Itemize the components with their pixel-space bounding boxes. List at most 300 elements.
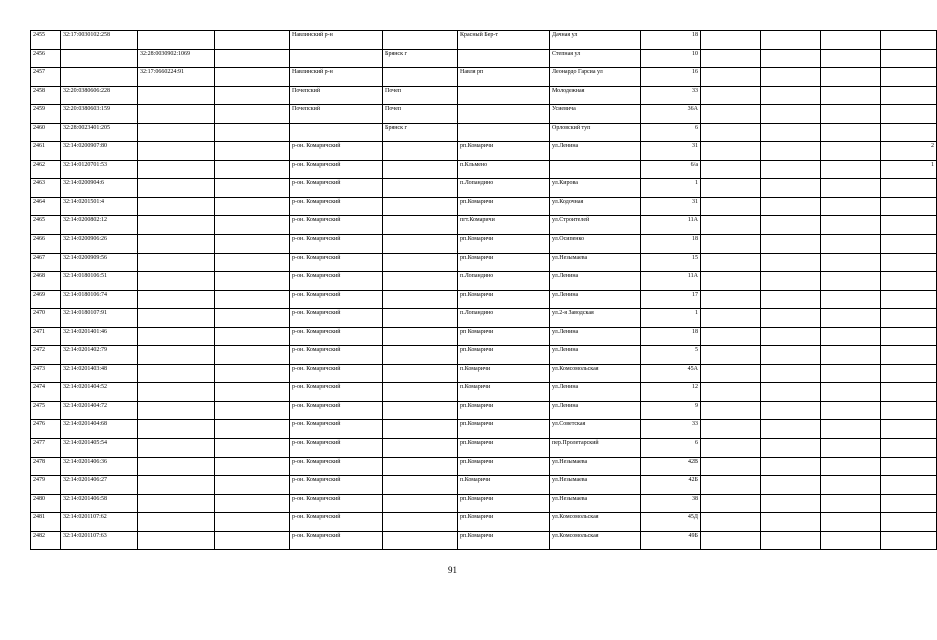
table-cell xyxy=(383,235,458,254)
table-cell xyxy=(138,364,215,383)
table-row xyxy=(31,179,937,198)
table-cell xyxy=(138,420,215,439)
table-cell: 38 xyxy=(641,494,701,513)
table-cell xyxy=(761,346,821,365)
table-cell: ул.Ленина xyxy=(550,290,641,309)
table-cell xyxy=(383,253,458,272)
table-cell xyxy=(761,476,821,495)
table-row xyxy=(31,272,937,291)
table-cell: п.Лопандино xyxy=(458,309,550,328)
table-cell xyxy=(881,272,937,291)
table-cell xyxy=(701,31,761,50)
table-cell: п.Лопандино xyxy=(458,179,550,198)
table-cell xyxy=(761,123,821,142)
table-cell xyxy=(215,31,290,50)
table-cell xyxy=(701,142,761,161)
table-cell: р-он. Комаричский xyxy=(290,272,383,291)
table-cell xyxy=(881,383,937,402)
table-cell xyxy=(138,142,215,161)
table-cell xyxy=(821,105,881,124)
table-cell: 32:14:0201406:27 xyxy=(61,476,138,495)
table-cell: 11А xyxy=(641,216,701,235)
table-cell xyxy=(138,439,215,458)
table-cell xyxy=(761,179,821,198)
table-cell xyxy=(383,494,458,513)
table-cell xyxy=(821,420,881,439)
table-row xyxy=(31,86,937,105)
table-cell xyxy=(761,457,821,476)
table-cell xyxy=(761,142,821,161)
table-cell: 32:28:0030902:1069 xyxy=(138,49,215,68)
table-cell xyxy=(290,123,383,142)
table-cell xyxy=(383,31,458,50)
table-cell xyxy=(881,346,937,365)
table-cell xyxy=(821,253,881,272)
table-cell xyxy=(881,31,937,50)
table-cell xyxy=(701,68,761,87)
table-row xyxy=(31,49,937,68)
table-cell xyxy=(383,309,458,328)
table-cell: рп.Комаричи xyxy=(458,457,550,476)
table-cell: 32:14:0201405:54 xyxy=(61,439,138,458)
table-cell: р-он. Комаричский xyxy=(290,476,383,495)
table-cell xyxy=(383,531,458,550)
table-cell xyxy=(761,253,821,272)
table-row xyxy=(31,31,937,50)
table-cell: 36А xyxy=(641,105,701,124)
table-cell xyxy=(821,216,881,235)
table-cell: 15 xyxy=(641,253,701,272)
table-cell xyxy=(881,123,937,142)
table-cell xyxy=(881,49,937,68)
row-number-cell: 2463 xyxy=(31,179,61,198)
table-cell: ул.Комсомольская xyxy=(550,531,641,550)
table-cell xyxy=(761,105,821,124)
table-cell xyxy=(550,160,641,179)
table-cell: Усиевича xyxy=(550,105,641,124)
table-cell xyxy=(215,327,290,346)
table-cell xyxy=(821,290,881,309)
table-cell: Почеп xyxy=(383,86,458,105)
table-cell: р-он. Комаричский xyxy=(290,346,383,365)
table-cell xyxy=(761,309,821,328)
table-cell: ул.Ленина xyxy=(550,383,641,402)
table-cell: р-он. Комаричский xyxy=(290,216,383,235)
row-number-cell: 2480 xyxy=(31,494,61,513)
table-cell: ул.Осипенко xyxy=(550,235,641,254)
table-cell xyxy=(215,123,290,142)
table-cell: п.Комаричи xyxy=(458,383,550,402)
table-cell xyxy=(701,290,761,309)
table-cell: р-он. Комаричский xyxy=(290,309,383,328)
table-cell: рп.Комаричи xyxy=(458,439,550,458)
table-cell: 32:14:0180106:74 xyxy=(61,290,138,309)
table-cell: 12 xyxy=(641,383,701,402)
table-cell xyxy=(821,309,881,328)
table-cell: 1 xyxy=(641,309,701,328)
table-cell: р-он. Комаричский xyxy=(290,494,383,513)
table-cell xyxy=(383,439,458,458)
table-cell: 6 xyxy=(641,123,701,142)
table-row xyxy=(31,327,937,346)
table-cell xyxy=(383,160,458,179)
table-row xyxy=(31,253,937,272)
table-row xyxy=(31,123,937,142)
table-cell: 45А xyxy=(641,364,701,383)
table-cell: р-он. Комаричский xyxy=(290,327,383,346)
table-cell: р-он. Комаричский xyxy=(290,160,383,179)
table-cell: Орловский туп xyxy=(550,123,641,142)
table-cell xyxy=(881,309,937,328)
table-cell xyxy=(215,142,290,161)
table-cell xyxy=(701,235,761,254)
table-cell xyxy=(821,494,881,513)
table-row xyxy=(31,142,937,161)
table-cell: р-он. Комаричский xyxy=(290,439,383,458)
row-number-cell: 2461 xyxy=(31,142,61,161)
table-cell xyxy=(215,197,290,216)
table-cell xyxy=(821,123,881,142)
table-cell: 32:14:0180106:51 xyxy=(61,272,138,291)
table-cell xyxy=(215,309,290,328)
table-cell: р-он. Комаричский xyxy=(290,179,383,198)
table-cell xyxy=(881,86,937,105)
table-cell xyxy=(383,420,458,439)
table-cell xyxy=(383,401,458,420)
table-cell: ул.Незымаева xyxy=(550,476,641,495)
table-cell xyxy=(61,68,138,87)
table-cell xyxy=(138,494,215,513)
table-cell: р-он. Комаричский xyxy=(290,142,383,161)
table-row xyxy=(31,364,937,383)
table-cell: 32:14:0201403:48 xyxy=(61,364,138,383)
table-cell xyxy=(701,494,761,513)
table-cell xyxy=(701,197,761,216)
table-cell: 32:20:0380603:159 xyxy=(61,105,138,124)
table-cell: Молодежная xyxy=(550,86,641,105)
table-cell: ул.Незымаева xyxy=(550,457,641,476)
table-cell: 32:14:0201404:52 xyxy=(61,383,138,402)
table-cell: 33 xyxy=(641,86,701,105)
table-cell xyxy=(383,383,458,402)
table-cell xyxy=(215,494,290,513)
table-cell: 32:28:0023401:205 xyxy=(61,123,138,142)
table-cell xyxy=(761,272,821,291)
table-cell: 6/а xyxy=(641,160,701,179)
table-cell xyxy=(383,197,458,216)
table-cell xyxy=(215,346,290,365)
table-cell xyxy=(881,364,937,383)
table-cell xyxy=(458,86,550,105)
table-cell xyxy=(761,290,821,309)
table-cell: 32:14:0201406:58 xyxy=(61,494,138,513)
table-cell xyxy=(821,272,881,291)
table-cell xyxy=(821,197,881,216)
row-number-cell: 2478 xyxy=(31,457,61,476)
table-cell xyxy=(701,253,761,272)
table-cell: ул.Ленина xyxy=(550,327,641,346)
table-cell: рп.Комаричи xyxy=(458,401,550,420)
table-cell: рп.Комаричи xyxy=(458,531,550,550)
table-cell xyxy=(383,457,458,476)
table-cell xyxy=(138,457,215,476)
table-cell xyxy=(881,476,937,495)
table-cell xyxy=(881,420,937,439)
table-cell: 5 xyxy=(641,346,701,365)
table-cell: 32:14:0201501:4 xyxy=(61,197,138,216)
table-row xyxy=(31,531,937,550)
table-cell xyxy=(821,179,881,198)
table-cell xyxy=(701,439,761,458)
table-cell xyxy=(138,105,215,124)
table-cell xyxy=(701,86,761,105)
table-row xyxy=(31,68,937,87)
table-cell xyxy=(138,86,215,105)
table-cell xyxy=(881,105,937,124)
table-cell xyxy=(215,216,290,235)
table-cell: ул.Советская xyxy=(550,420,641,439)
table-cell xyxy=(458,123,550,142)
table-cell xyxy=(701,364,761,383)
table-cell xyxy=(821,31,881,50)
table-cell xyxy=(138,401,215,420)
table-row xyxy=(31,309,937,328)
table-cell xyxy=(761,235,821,254)
table-cell: р-он. Комаричский xyxy=(290,364,383,383)
table-cell: Красный Бер-т xyxy=(458,31,550,50)
table-row xyxy=(31,105,937,124)
table-cell: ул.Кодочная xyxy=(550,197,641,216)
table-cell: 32:14:0200907:80 xyxy=(61,142,138,161)
table-cell: 33 xyxy=(641,420,701,439)
table-cell xyxy=(761,68,821,87)
table-cell: 42Б xyxy=(641,476,701,495)
table-cell: 9 xyxy=(641,401,701,420)
table-cell xyxy=(61,49,138,68)
row-number-cell: 2473 xyxy=(31,364,61,383)
row-number-cell: 2465 xyxy=(31,216,61,235)
row-number-cell: 2475 xyxy=(31,401,61,420)
table-cell xyxy=(138,531,215,550)
table-cell xyxy=(881,68,937,87)
table-cell: рп.Комаричи xyxy=(458,197,550,216)
table-cell xyxy=(821,364,881,383)
table-cell xyxy=(383,327,458,346)
table-cell: рп.Комаричи xyxy=(458,420,550,439)
table-cell xyxy=(138,197,215,216)
table-cell xyxy=(383,346,458,365)
table-cell: Брянск г xyxy=(383,49,458,68)
table-cell xyxy=(138,123,215,142)
table-cell xyxy=(701,272,761,291)
table-cell: 32:14:0200906:26 xyxy=(61,235,138,254)
row-number-cell: 2477 xyxy=(31,439,61,458)
table-cell xyxy=(821,439,881,458)
table-cell xyxy=(821,401,881,420)
table-row xyxy=(31,476,937,495)
table-cell xyxy=(761,49,821,68)
table-cell xyxy=(701,179,761,198)
table-row xyxy=(31,160,937,179)
table-cell: рп.Комаричи xyxy=(458,513,550,532)
row-number-cell: 2468 xyxy=(31,272,61,291)
row-number-cell: 2464 xyxy=(31,197,61,216)
table-cell: Навлинский р-н xyxy=(290,68,383,87)
table-cell xyxy=(761,216,821,235)
table-cell xyxy=(881,216,937,235)
table-cell xyxy=(701,420,761,439)
table-cell: р-он. Комаричский xyxy=(290,513,383,532)
table-cell: ул.Ленина xyxy=(550,272,641,291)
table-cell: п.Комаричи xyxy=(458,476,550,495)
table-row xyxy=(31,401,937,420)
table-cell xyxy=(138,327,215,346)
table-cell: 1 xyxy=(881,160,937,179)
table-cell xyxy=(215,160,290,179)
table-cell xyxy=(138,346,215,365)
table-cell: 32:17:0660224:91 xyxy=(138,68,215,87)
table-cell: рп Комаричи xyxy=(458,327,550,346)
row-number-cell: 2460 xyxy=(31,123,61,142)
table-cell xyxy=(383,142,458,161)
table-cell: 10 xyxy=(641,49,701,68)
table-cell: р-он. Комаричский xyxy=(290,235,383,254)
table-cell: 32:14:0201107:62 xyxy=(61,513,138,532)
table-cell: пер.Пролетарский xyxy=(550,439,641,458)
table-cell xyxy=(821,86,881,105)
table-cell xyxy=(761,327,821,346)
table-row xyxy=(31,494,937,513)
table-cell xyxy=(881,327,937,346)
table-cell xyxy=(881,401,937,420)
table-cell xyxy=(215,420,290,439)
table-cell xyxy=(138,513,215,532)
table-cell: Почепский xyxy=(290,105,383,124)
row-number-cell: 2457 xyxy=(31,68,61,87)
table-cell: 31 xyxy=(641,142,701,161)
table-cell xyxy=(383,216,458,235)
table-cell xyxy=(821,457,881,476)
table-cell xyxy=(881,494,937,513)
table-cell xyxy=(138,309,215,328)
table-row xyxy=(31,420,937,439)
table-cell xyxy=(881,439,937,458)
row-number-cell: 2476 xyxy=(31,420,61,439)
table-cell xyxy=(215,476,290,495)
table-cell: ул.Незымаева xyxy=(550,494,641,513)
table-cell: 32:14:0201401:46 xyxy=(61,327,138,346)
table-cell xyxy=(138,31,215,50)
table-cell: Навля рп xyxy=(458,68,550,87)
table-cell: 18 xyxy=(641,235,701,254)
table-cell xyxy=(881,235,937,254)
table-cell: 6 xyxy=(641,439,701,458)
table-cell xyxy=(821,160,881,179)
table-cell: 32:14:0201404:68 xyxy=(61,420,138,439)
table-cell xyxy=(701,531,761,550)
table-cell: р-он. Комаричский xyxy=(290,253,383,272)
table-cell xyxy=(215,253,290,272)
table-cell xyxy=(215,401,290,420)
table-cell: 32:14:0201107:63 xyxy=(61,531,138,550)
table-cell xyxy=(215,272,290,291)
table-row xyxy=(31,457,937,476)
table-cell: ул.Ленина xyxy=(550,142,641,161)
table-cell xyxy=(881,253,937,272)
table-cell xyxy=(821,68,881,87)
table-cell xyxy=(701,216,761,235)
table-cell xyxy=(138,290,215,309)
table-cell: 11А xyxy=(641,272,701,291)
table-cell xyxy=(761,420,821,439)
table-cell: р-он. Комаричский xyxy=(290,197,383,216)
table-cell xyxy=(701,160,761,179)
table-cell: ул.Комсомольская xyxy=(550,513,641,532)
table-row xyxy=(31,346,937,365)
table-cell xyxy=(821,476,881,495)
table-cell: 32:14:0180107:91 xyxy=(61,309,138,328)
table-cell xyxy=(761,383,821,402)
row-number-cell: 2466 xyxy=(31,235,61,254)
table-cell: р-он. Комаричский xyxy=(290,420,383,439)
table-cell: п.Кльмено xyxy=(458,160,550,179)
table-cell xyxy=(761,86,821,105)
table-cell xyxy=(458,105,550,124)
table-cell: 32:14:0201404:72 xyxy=(61,401,138,420)
table-row xyxy=(31,513,937,532)
table-cell xyxy=(215,179,290,198)
table-cell: рп.Комаричи xyxy=(458,253,550,272)
table-cell: 49Б xyxy=(641,531,701,550)
table-cell: 17 xyxy=(641,290,701,309)
table-cell xyxy=(215,457,290,476)
table-cell xyxy=(761,494,821,513)
registry-table-body xyxy=(31,31,937,550)
table-cell: Степная ул xyxy=(550,49,641,68)
table-cell xyxy=(701,513,761,532)
table-cell: 18 xyxy=(641,327,701,346)
table-cell: 2 xyxy=(881,142,937,161)
table-cell: ул.Незымаева xyxy=(550,253,641,272)
table-cell xyxy=(761,531,821,550)
table-cell: рп.Комаричи xyxy=(458,346,550,365)
registry-table xyxy=(30,30,937,550)
table-cell xyxy=(701,123,761,142)
table-cell xyxy=(821,531,881,550)
table-cell: 31 xyxy=(641,197,701,216)
table-cell: 32:14:0201402:79 xyxy=(61,346,138,365)
table-cell xyxy=(821,327,881,346)
table-cell: рп.Комаричи xyxy=(458,290,550,309)
table-cell: ул.2-я Заводская xyxy=(550,309,641,328)
table-cell: ул.Ленина xyxy=(550,346,641,365)
table-cell xyxy=(881,513,937,532)
table-cell: ул.Ленина xyxy=(550,401,641,420)
row-number-cell: 2458 xyxy=(31,86,61,105)
table-cell xyxy=(215,364,290,383)
table-cell xyxy=(881,531,937,550)
row-number-cell: 2470 xyxy=(31,309,61,328)
table-cell: 32:14:0201406:36 xyxy=(61,457,138,476)
table-cell xyxy=(761,31,821,50)
table-cell xyxy=(701,49,761,68)
row-number-cell: 2471 xyxy=(31,327,61,346)
row-number-cell: 2474 xyxy=(31,383,61,402)
table-cell: пгт.Комаричи xyxy=(458,216,550,235)
row-number-cell: 2472 xyxy=(31,346,61,365)
table-cell xyxy=(881,290,937,309)
table-cell xyxy=(701,105,761,124)
